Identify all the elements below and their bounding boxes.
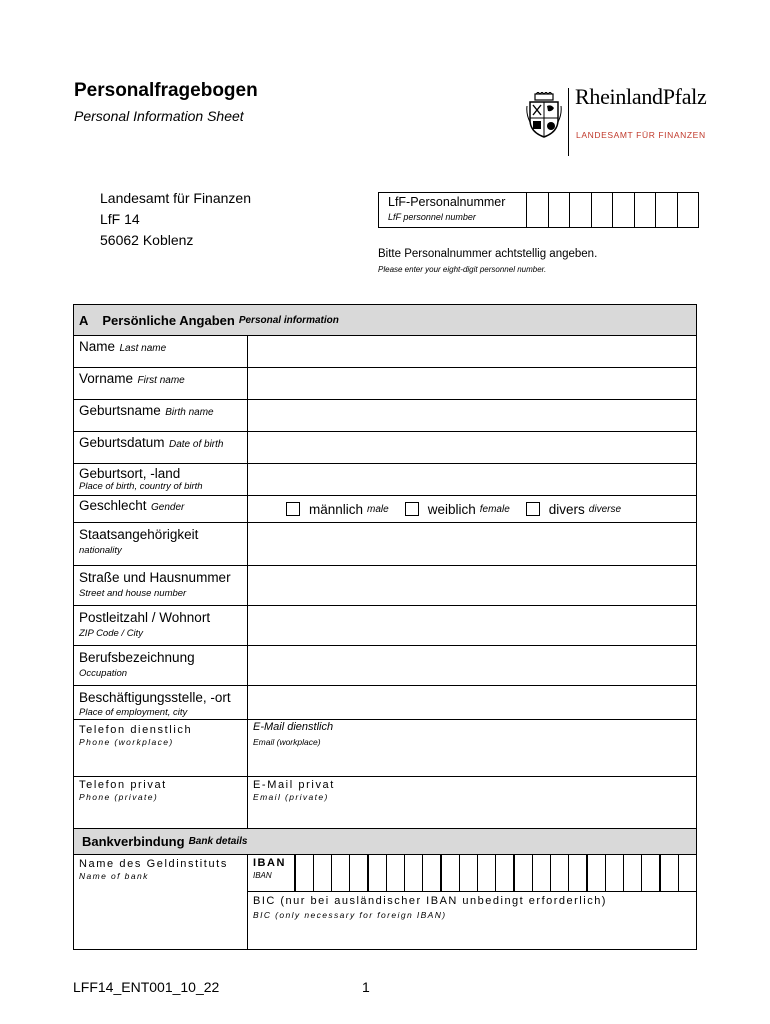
label-nationality-de: Staatsangehörigkeit — [79, 527, 199, 542]
label-vorname-de: Vorname — [79, 371, 134, 386]
iban-cell[interactable] — [387, 855, 405, 891]
label-geschlecht-de: Geschlecht — [79, 498, 147, 513]
personnel-number-label — [379, 193, 527, 227]
iban-cell[interactable] — [496, 855, 515, 891]
label-name — [74, 336, 248, 367]
gender-option-female[interactable] — [405, 502, 510, 517]
page-subtitle: Personal Information Sheet — [74, 108, 244, 124]
zip-city-field[interactable] — [248, 606, 696, 645]
digit-cell[interactable] — [635, 193, 657, 227]
label-iban-en: IBAN — [253, 871, 272, 880]
row-strasse — [74, 566, 696, 606]
row-plz — [74, 606, 696, 646]
label-plz — [74, 606, 248, 645]
iban-cell[interactable] — [679, 855, 696, 891]
birth-place-field[interactable] — [248, 464, 696, 495]
label-geburtsort-en: Place of birth, country of birth — [79, 481, 203, 492]
label-zip-en: ZIP Code / City — [79, 628, 144, 639]
personnel-number-digits[interactable] — [527, 193, 698, 227]
label-email-private-de: E-Mail privat — [253, 779, 335, 791]
bic-field[interactable] — [248, 892, 696, 949]
row-beruf — [74, 646, 696, 686]
digit-cell[interactable] — [527, 193, 549, 227]
label-street-de: Straße und Hausnummer — [79, 570, 231, 585]
row-geburtsort — [74, 464, 696, 496]
label-geschlecht-en: Gender — [151, 502, 185, 513]
digit-cell[interactable] — [613, 193, 635, 227]
label-employment-en: Place of employment, city — [79, 707, 188, 718]
bank-section-header — [74, 829, 696, 855]
employment-field[interactable] — [248, 686, 696, 719]
gender-diverse-de: divers — [548, 501, 585, 517]
occupation-field[interactable] — [248, 646, 696, 685]
label-zip-de: Postleitzahl / Wohnort — [79, 610, 211, 625]
label-geburtsdatum-en: Date of birth — [169, 439, 224, 450]
address-line-3: 56062 Koblenz — [100, 232, 194, 248]
label-geburtsort — [74, 464, 248, 495]
label-geburtsdatum — [74, 432, 248, 463]
label-email-work-en: Email (workplace) — [253, 737, 321, 747]
gender-option-diverse[interactable] — [526, 502, 621, 517]
iban-input[interactable] — [296, 855, 696, 891]
iban-cell[interactable] — [405, 855, 423, 891]
label-beruf — [74, 646, 248, 685]
email-private-cell[interactable] — [248, 777, 696, 828]
iban-cell[interactable] — [442, 855, 460, 891]
label-vorname — [74, 368, 248, 399]
row-work-contact — [74, 720, 696, 777]
personal-info-form — [73, 304, 697, 950]
iban-label — [248, 855, 296, 891]
gender-female-de: weiblich — [427, 501, 476, 517]
bank-title-en: Bank details — [188, 836, 248, 847]
gender-male-de: männlich — [309, 501, 364, 517]
row-geschlecht — [74, 496, 696, 523]
page-title: Personalfragebogen — [74, 80, 258, 101]
logo-wordmark: RheinlandPfalz — [575, 84, 707, 109]
label-name-de: Name — [79, 339, 116, 354]
label-occupation-en: Occupation — [79, 668, 128, 679]
row-vorname — [74, 368, 696, 400]
iban-cell[interactable] — [369, 855, 387, 891]
label-geburtsname-de: Geburtsname — [79, 403, 161, 418]
personnel-number-label-en: LfF personnel number — [388, 212, 476, 222]
label-occupation-de: Berufsbezeichnung — [79, 650, 195, 665]
label-employment-de: Beschäftigungsstelle, -ort — [79, 690, 231, 705]
personnel-number-box — [378, 192, 699, 228]
iban-cell[interactable] — [624, 855, 642, 891]
iban-cell[interactable] — [423, 855, 442, 891]
label-geburtsname-en: Birth name — [165, 407, 214, 418]
iban-cell[interactable] — [551, 855, 569, 891]
label-strasse — [74, 566, 248, 605]
label-staatsangehoerigkeit — [74, 523, 248, 565]
logo-divider — [568, 88, 569, 156]
checkbox-icon[interactable] — [405, 502, 419, 516]
label-geburtsort-de: Geburtsort, -land — [79, 466, 181, 481]
digit-cell[interactable] — [656, 193, 678, 227]
name-field[interactable] — [248, 336, 696, 367]
label-geburtsdatum-de: Geburtsdatum — [79, 435, 165, 450]
iban-cell[interactable] — [515, 855, 533, 891]
row-beschaeftigung — [74, 686, 696, 720]
label-phone-work-en: Phone (workplace) — [79, 737, 174, 747]
personnel-number-label-de: LfF-Personalnummer — [388, 195, 506, 209]
row-bank — [74, 855, 696, 949]
label-bank-name-de: Name des Geldinstituts — [79, 858, 228, 870]
bank-detail-area — [248, 855, 696, 949]
label-beschaeftigung — [74, 686, 248, 719]
bank-title-de: Bankverbindung — [82, 834, 185, 849]
digit-cell[interactable] — [678, 193, 699, 227]
phone-work-cell[interactable] — [74, 720, 248, 776]
label-bic-de: BIC (nur bei ausländischer IBAN unbedingt erforderlich) — [253, 895, 607, 907]
email-work-cell[interactable] — [248, 720, 696, 776]
iban-row — [248, 855, 696, 892]
row-staatsangehoerigkeit — [74, 523, 696, 566]
logo-agency: LANDESAMT FÜR FINANZEN — [576, 130, 706, 140]
gender-female-en: female — [479, 503, 510, 515]
iban-cell[interactable] — [460, 855, 478, 891]
row-name — [74, 336, 696, 368]
label-bank-name-en: Name of bank — [79, 871, 149, 881]
nationality-field[interactable] — [248, 523, 696, 565]
label-name-en: Last name — [119, 343, 167, 354]
digit-cell[interactable] — [549, 193, 571, 227]
iban-cell[interactable] — [642, 855, 661, 891]
label-phone-private-en: Phone (private) — [79, 792, 159, 802]
personnel-number-hint-de: Bitte Personalnummer achtstellig angeben. — [378, 248, 598, 260]
form-code: LFF14_ENT001_10_22 — [73, 979, 220, 995]
label-phone-private-de: Telefon privat — [79, 779, 167, 791]
address-line-1: Landesamt für Finanzen — [100, 190, 251, 206]
section-letter: A — [79, 312, 89, 328]
digit-cell[interactable] — [570, 193, 592, 227]
label-phone-work-de: Telefon dienstlich — [79, 724, 193, 736]
section-a-header — [74, 305, 696, 336]
label-iban-de: IBAN — [253, 857, 286, 869]
label-email-work-de: E-Mail dienstlich — [253, 721, 334, 733]
digit-cell[interactable] — [592, 193, 614, 227]
birth-date-field[interactable] — [248, 432, 696, 463]
row-geburtsdatum — [74, 432, 696, 464]
coat-of-arms-icon — [526, 92, 562, 138]
checkbox-icon[interactable] — [286, 502, 300, 516]
iban-cell[interactable] — [661, 855, 679, 891]
personnel-number-hint-en: Please enter your eight-digit personnel number. — [378, 265, 547, 274]
section-title-de: Persönliche Angaben — [102, 312, 235, 328]
iban-cell[interactable] — [606, 855, 624, 891]
label-geburtsname — [74, 400, 248, 431]
label-email-private-en: Email (private) — [253, 792, 329, 802]
iban-cell[interactable] — [314, 855, 332, 891]
section-title-en: Personal information — [238, 314, 339, 326]
iban-cell[interactable] — [569, 855, 588, 891]
gender-options — [248, 496, 696, 522]
first-name-field[interactable] — [248, 368, 696, 399]
iban-cell[interactable] — [533, 855, 551, 891]
label-nationality-en: nationality — [79, 545, 122, 556]
gender-diverse-en: diverse — [588, 503, 622, 515]
row-geburtsname — [74, 400, 696, 432]
bank-name-cell[interactable] — [74, 855, 248, 949]
address-line-2: LfF 14 — [100, 211, 140, 227]
page-number: 1 — [362, 979, 370, 995]
birth-name-field[interactable] — [248, 400, 696, 431]
iban-cell[interactable] — [478, 855, 496, 891]
iban-cell[interactable] — [296, 855, 314, 891]
checkbox-icon[interactable] — [526, 502, 540, 516]
street-field[interactable] — [248, 566, 696, 605]
label-street-en: Street and house number — [79, 588, 187, 599]
label-vorname-en: First name — [137, 375, 185, 386]
iban-cell[interactable] — [332, 855, 350, 891]
phone-private-cell[interactable] — [74, 777, 248, 828]
row-private-contact — [74, 777, 696, 829]
iban-cell[interactable] — [588, 855, 606, 891]
label-geschlecht — [74, 496, 248, 522]
gender-option-male[interactable] — [286, 502, 389, 517]
gender-male-en: male — [367, 503, 389, 515]
iban-cell[interactable] — [350, 855, 369, 891]
label-bic-en: BIC (only necessary for foreign IBAN) — [253, 910, 447, 920]
